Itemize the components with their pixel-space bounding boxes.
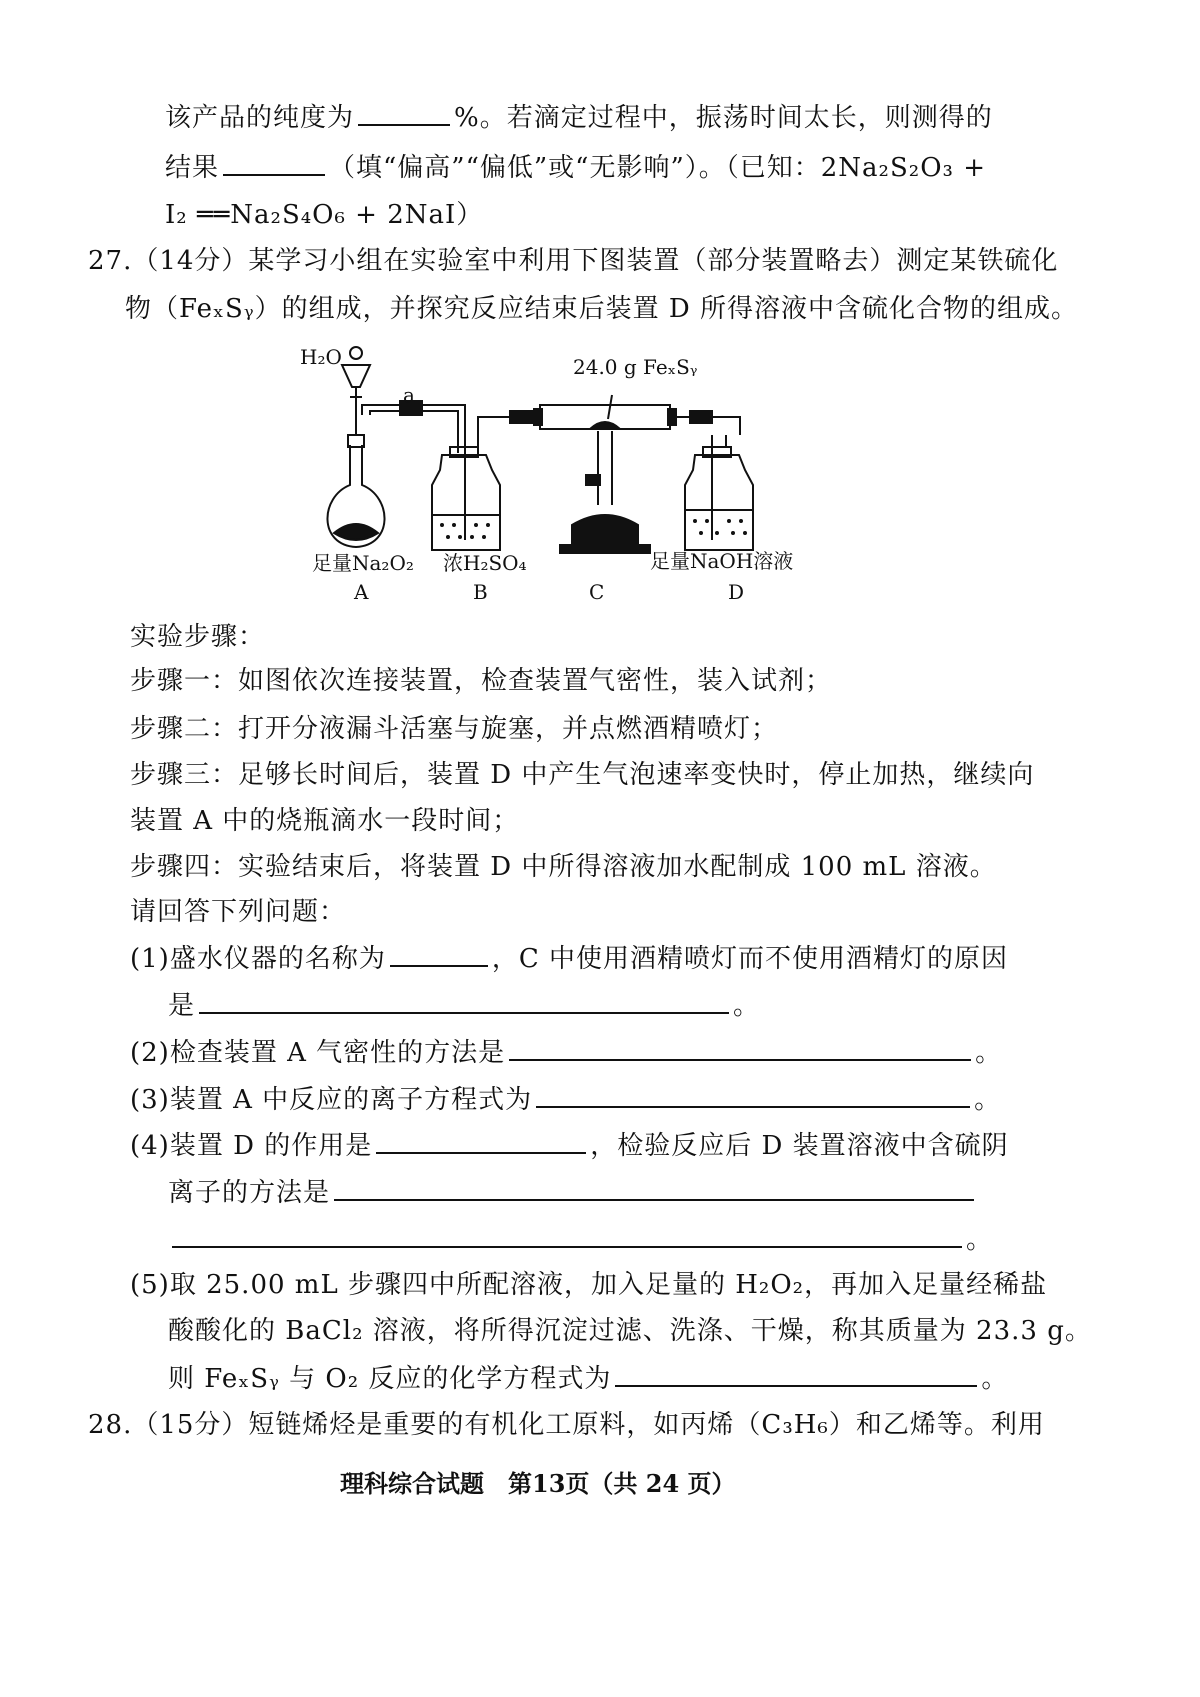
part-5-line-3: 则 FeₓSᵧ 与 O₂ 反应的化学方程式为 。 bbox=[168, 1361, 1008, 1396]
q28-intro: 28.（15分）短链烯烃是重要的有机化工原料，如丙烯（C₃H₆）和乙烯等。利用 bbox=[88, 1410, 1045, 1440]
cont-line-3: I₂ ══Na₂S₄O₆ + 2NaI） bbox=[165, 200, 484, 230]
chemical-equation-blank[interactable] bbox=[615, 1361, 977, 1387]
step-2: 步骤二：打开分液漏斗活塞与旋塞，并点燃酒精喷灯； bbox=[130, 714, 779, 744]
letter-c: C bbox=[589, 580, 605, 604]
result-blank[interactable] bbox=[223, 150, 325, 176]
ionic-equation-blank[interactable] bbox=[536, 1082, 970, 1108]
label-reagent-d: 足量NaOH溶液 bbox=[650, 549, 794, 573]
airtightness-blank[interactable] bbox=[509, 1035, 971, 1061]
step-1: 步骤一：如图依次连接装置，检查装置气密性，装入试剂； bbox=[130, 666, 833, 696]
label-a: a bbox=[403, 383, 415, 407]
separatory-funnel bbox=[342, 365, 370, 387]
cont-line-1: 该产品的纯度为 %。若滴定过程中，振荡时间太长，则测得的 bbox=[165, 100, 993, 135]
part-4-line-3: 。 bbox=[168, 1222, 993, 1257]
letter-d: D bbox=[728, 580, 745, 604]
reason-blank[interactable] bbox=[199, 988, 729, 1014]
part-5-line-2: 酸酸化的 BaCl₂ 溶液，将所得沉淀过滤、洗涤、干燥，称其质量为 23.3 g。 bbox=[168, 1316, 1092, 1346]
purity-blank[interactable] bbox=[358, 100, 450, 126]
sulfur-anion-test-blank[interactable] bbox=[334, 1175, 974, 1201]
alcohol-burner bbox=[572, 515, 638, 545]
part-1-line-1: (1)盛水仪器的名称为 ，C 中使用酒精喷灯而不使用酒精灯的原因 bbox=[130, 941, 1008, 976]
q27-intro-2: 物（FeₓSᵧ）的组成，并探究反应结束后装置 D 所得溶液中含硫化合物的组成。 bbox=[125, 294, 1078, 324]
letter-b: B bbox=[473, 580, 488, 604]
step-4: 步骤四：实验结束后，将装置 D 中所得溶液加水配制成 100 mL 溶液。 bbox=[130, 852, 997, 882]
part-2: (2)检查装置 A 气密性的方法是 。 bbox=[130, 1035, 1002, 1070]
ask: 请回答下列问题： bbox=[130, 897, 347, 927]
steps-title: 实验步骤： bbox=[130, 622, 266, 652]
part-5-line-1: (5)取 25.00 mL 步骤四中所配溶液，加入足量的 H₂O₂，再加入足量经稀盐 bbox=[130, 1270, 1048, 1300]
q27-intro-1: 27.（14分）某学习小组在实验室中利用下图装置（部分装置略去）测定某铁硫化 bbox=[88, 246, 1059, 276]
page-footer: 理科综合试题 第13页（共 24 页） bbox=[340, 1469, 736, 1498]
step-3a: 步骤三：足够长时间后，装置 D 中产生气泡速率变快时，停止加热，继续向 bbox=[130, 760, 1035, 790]
label-reagent-b: 浓H₂SO₄ bbox=[443, 551, 527, 575]
bottle-d bbox=[685, 455, 753, 550]
cont-line-2: 结果 （填“偏高”“偏低”或“无影响”）。（已知：2Na₂S₂O₃ + bbox=[165, 150, 986, 185]
part-4-line-1: (4)装置 D 的作用是 ，检验反应后 D 装置溶液中含硫阴 bbox=[130, 1128, 1009, 1163]
part-3: (3)装置 A 中反应的离子方程式为 。 bbox=[130, 1082, 1001, 1117]
label-h2o: H₂O bbox=[300, 345, 342, 369]
letter-a: A bbox=[354, 580, 369, 604]
part-4-line-2: 离子的方法是 bbox=[168, 1175, 978, 1210]
instrument-name-blank[interactable] bbox=[390, 941, 488, 967]
label-reagent-a: 足量Na₂O₂ bbox=[312, 551, 414, 575]
device-d-role-blank[interactable] bbox=[376, 1128, 586, 1154]
step-3b: 装置 A 中的烧瓶滴水一段时间； bbox=[130, 806, 520, 836]
label-sample: 24.0 g FeₓSᵧ bbox=[573, 355, 698, 379]
part-1-line-2: 是 。 bbox=[168, 988, 760, 1023]
sulfur-anion-test-blank-2[interactable] bbox=[172, 1222, 962, 1248]
